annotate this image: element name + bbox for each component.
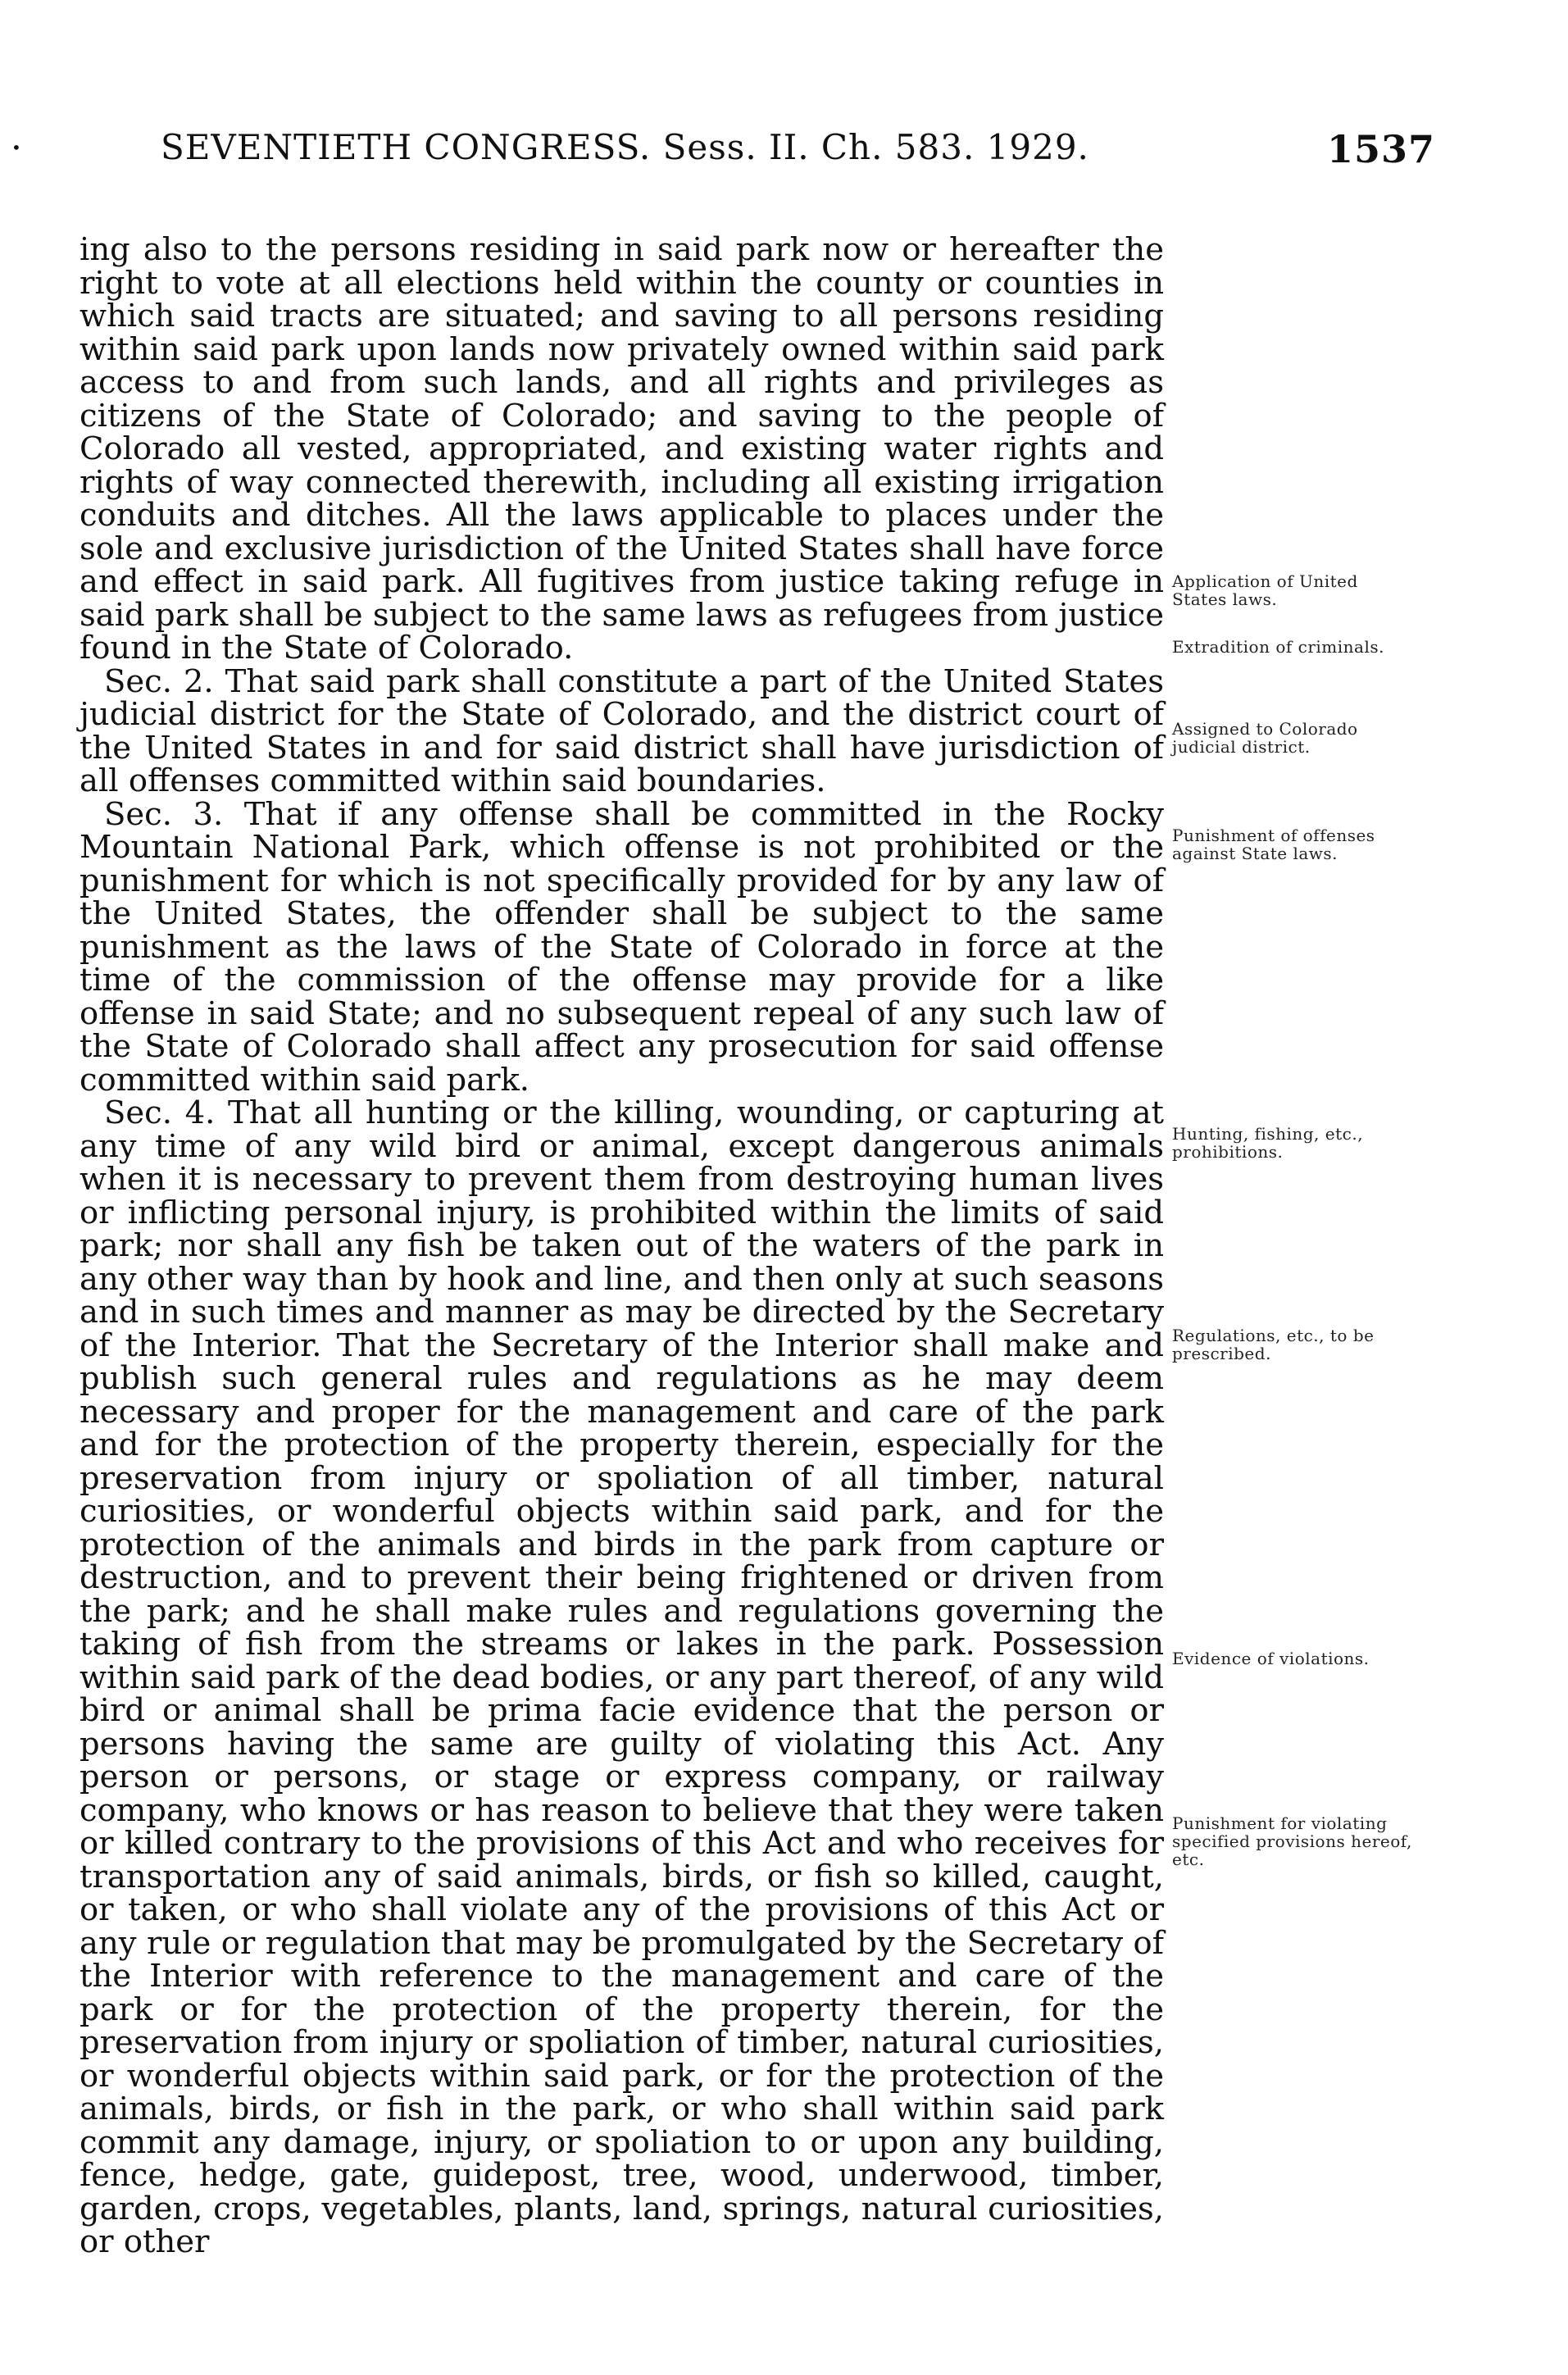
paragraph-section-1-continued: ing also to the persons residing in said park now or hereafter the right to vote at all elections held within the county or counties in which said tracts are situated; and saving to all persons residing within said park upon lands now privately owned within said park access to and from such lands, and all rights and privileges as citizens of the State of Colorado; and saving to the people of Colorado all vested, appropriated, and existing water rights and rights of way connected therewith, including all existing irrigation conduits and ditches. All the laws applicable to places under the sole and exclusive jurisdiction of the United States shall have force and effect in said park. All fugitives from justice taking refuge in said park shall be subject to the same laws as refugees from justice found in the State of Colorado. bbox=[80, 231, 1164, 667]
margin-note-extradition: Extradition of criminals. bbox=[1172, 637, 1384, 657]
paragraph-section-3: Sec. 3. That if any offense shall be committed in the Rocky Mountain National Park, which offense is not prohibited or the punishment for which is not specifically provided for by any law of the United States, the offender shall be subject to the same punishment as the laws of the State of Colorado in force at the time of the commission of the offense may provide for a like offense in said State; and no subsequent repeal of any such law of the State of Colorado shall affect any prosecution for said offense committed within said park. bbox=[80, 795, 1164, 1099]
paragraph-section-4: Sec. 4. That all hunting or the killing, wounding, or capturing at any time of any wild bird or animal, except dangerous animals when it is necessary to prevent them from destroying human lives or inflicting personal injury, is prohibited within the limits of said park; nor shall any fish be taken out of the waters of the park in any other way than by hook and line, and then only at such seasons and in such times and manner as may be directed by the Secretary of the Interior. That the Secretary of the Interior shall make and publish such general rules and regulations as he may deem necessary and proper for the management and care of the park and for the protection of the property therein, especially for the preservation from injury or spoliation of all timber, natural curiosities, or wonderful objects within said park, and for the protection of the animals and birds in the park from capture or destruction, and to prevent their being frightened or driven from the park; and he shall make rules and regulations governing the taking of fish from the streams or lakes in the park. Possession within said park of the dead bodies, or any part thereof, of any wild bird or animal shall be prima facie evidence that the person or persons having the same are guilty of violating this Act. Any person or persons, or stage or express company, or railway company, who knows or has reason to believe that they were taken or killed contrary to the provisions of this Act and who receives for transportation any of said animals, birds, or fish so killed, caught, or taken, or who shall violate any of the provisions of this Act or any rule or regulation that may be promulgated by the Secretary of the Interior with reference to the management and care of the park or for the protection of the property therein, for the preservation from injury or spoliation of timber, natural curiosities, or wonderful objects within said park, or for the protection of the animals, birds, or fish in the park, or who shall within said park commit any damage, injury, or spoliation to or upon any building, fence, hedge, gate, guidepost, tree, wood, underwood, timber, garden, crops, vegetables, plants, land, springs, natural curiosities, or other bbox=[80, 1094, 1164, 2260]
page-number: 1537 bbox=[1326, 127, 1435, 171]
margin-note-regulations: Regulations, etc., to be prescribed. bbox=[1172, 1326, 1375, 1363]
margin-mark: • bbox=[11, 138, 21, 157]
margin-note-judicial-district: Assigned to Colorado judicial district. bbox=[1172, 719, 1358, 757]
header-title: SEVENTIETH CONGRESS. Sess. II. Ch. 583. 1929. bbox=[161, 127, 1089, 167]
margin-note-application-of-laws: Application of United States laws. bbox=[1172, 571, 1358, 609]
running-header bbox=[161, 127, 1435, 176]
paragraph-section-2: Sec. 2. That said park shall constitute a part of the United States judicial district for the State of Colorado, and the district court of the United States in and for said district shall have jurisdiction of all offenses committed within said boundaries. bbox=[80, 662, 1164, 799]
margin-note-evidence: Evidence of violations. bbox=[1172, 1649, 1370, 1668]
margin-note-punishment-state-laws: Punishment of offenses against State laws. bbox=[1172, 826, 1375, 863]
margin-note-punishment-violating: Punishment for violating specified provisions hereof, etc. bbox=[1172, 1813, 1412, 1869]
statute-body bbox=[80, 231, 1164, 2260]
margin-note-hunting-prohibitions: Hunting, fishing, etc., prohibitions. bbox=[1172, 1124, 1364, 1162]
